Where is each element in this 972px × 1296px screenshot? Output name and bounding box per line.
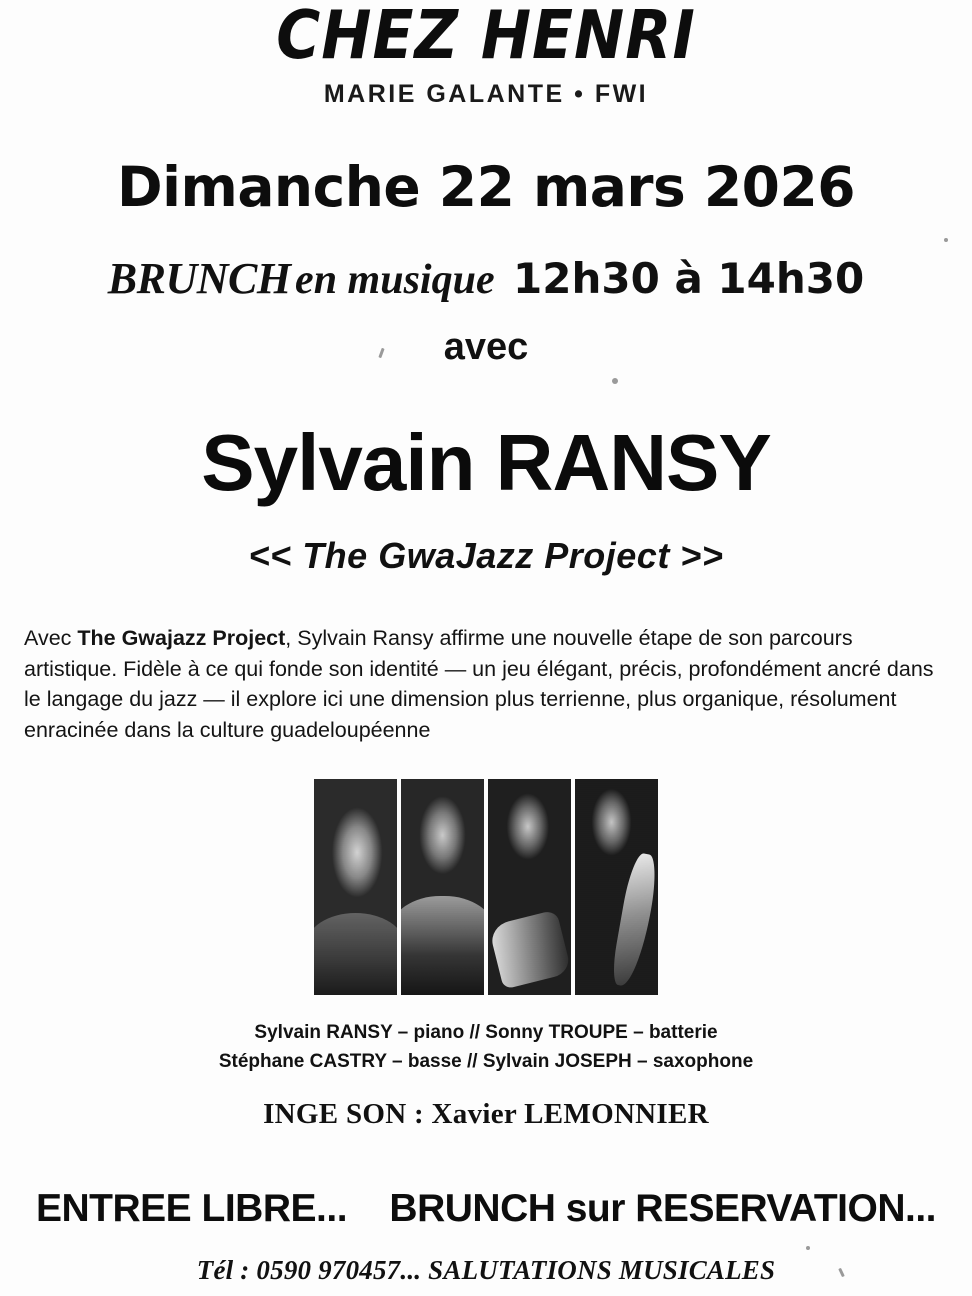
venue-name: CHEZ HENRI [276, 0, 696, 76]
artist-name: Sylvain RANSY [201, 418, 771, 507]
scan-speck [806, 1246, 810, 1250]
artist-project: << The GwaJazz Project >> [248, 535, 724, 576]
photo-drummer [401, 779, 484, 995]
contact-phone: Tél : 0590 970457... SALUTATIONS MUSICALES [196, 1255, 776, 1286]
scan-speck [944, 238, 948, 242]
event-title-line [0, 253, 972, 304]
free-entry-note: ENTREE LIBRE... [36, 1187, 348, 1231]
footer-row [36, 1187, 936, 1231]
event-title-strong: BRUNCH [107, 254, 291, 303]
with-label: avec [443, 326, 529, 368]
scan-speck [612, 378, 618, 384]
photo-saxophonist [575, 779, 658, 995]
photo-singer [314, 779, 397, 995]
photo-drummer-body [401, 896, 484, 995]
event-title-mid: en musique [295, 257, 495, 303]
description-bold: The Gwajazz Project [77, 626, 286, 650]
event-time: 12h30 à 14h30 [513, 254, 865, 303]
description-lead: Avec [24, 626, 78, 650]
photo-singer-body [314, 913, 397, 995]
photo-bassist [488, 779, 571, 995]
reservation-note: BRUNCH sur RESERVATION... [389, 1187, 936, 1231]
band-photo-strip [314, 779, 658, 995]
band-credits [0, 1019, 972, 1076]
sound-engineer-credit: INGE SON : Xavier LEMONNIER [263, 1098, 709, 1131]
credits-line-1: Sylvain RANSY – piano // Sonny TROUPE – batterie [254, 1022, 718, 1044]
event-date: Dimanche 22 mars 2026 [117, 155, 855, 219]
description-rest: , Sylvain Ransy affirme une nouvelle étape de son parcours artistique. Fidèle à ce qui fonde son identité — un jeu élégant, précis, profondément ancré dans le langage du jazz — il explore ici une dimension plus terrienne, plus organique, résolument enracinée dans la culture guadeloupéenne [24, 626, 934, 742]
description-paragraph [24, 623, 948, 745]
venue-location: MARIE GALANTE • FWI [323, 80, 649, 108]
credits-line-2: Stéphane CASTRY – basse // Sylvain JOSEPH – saxophone [218, 1050, 754, 1072]
